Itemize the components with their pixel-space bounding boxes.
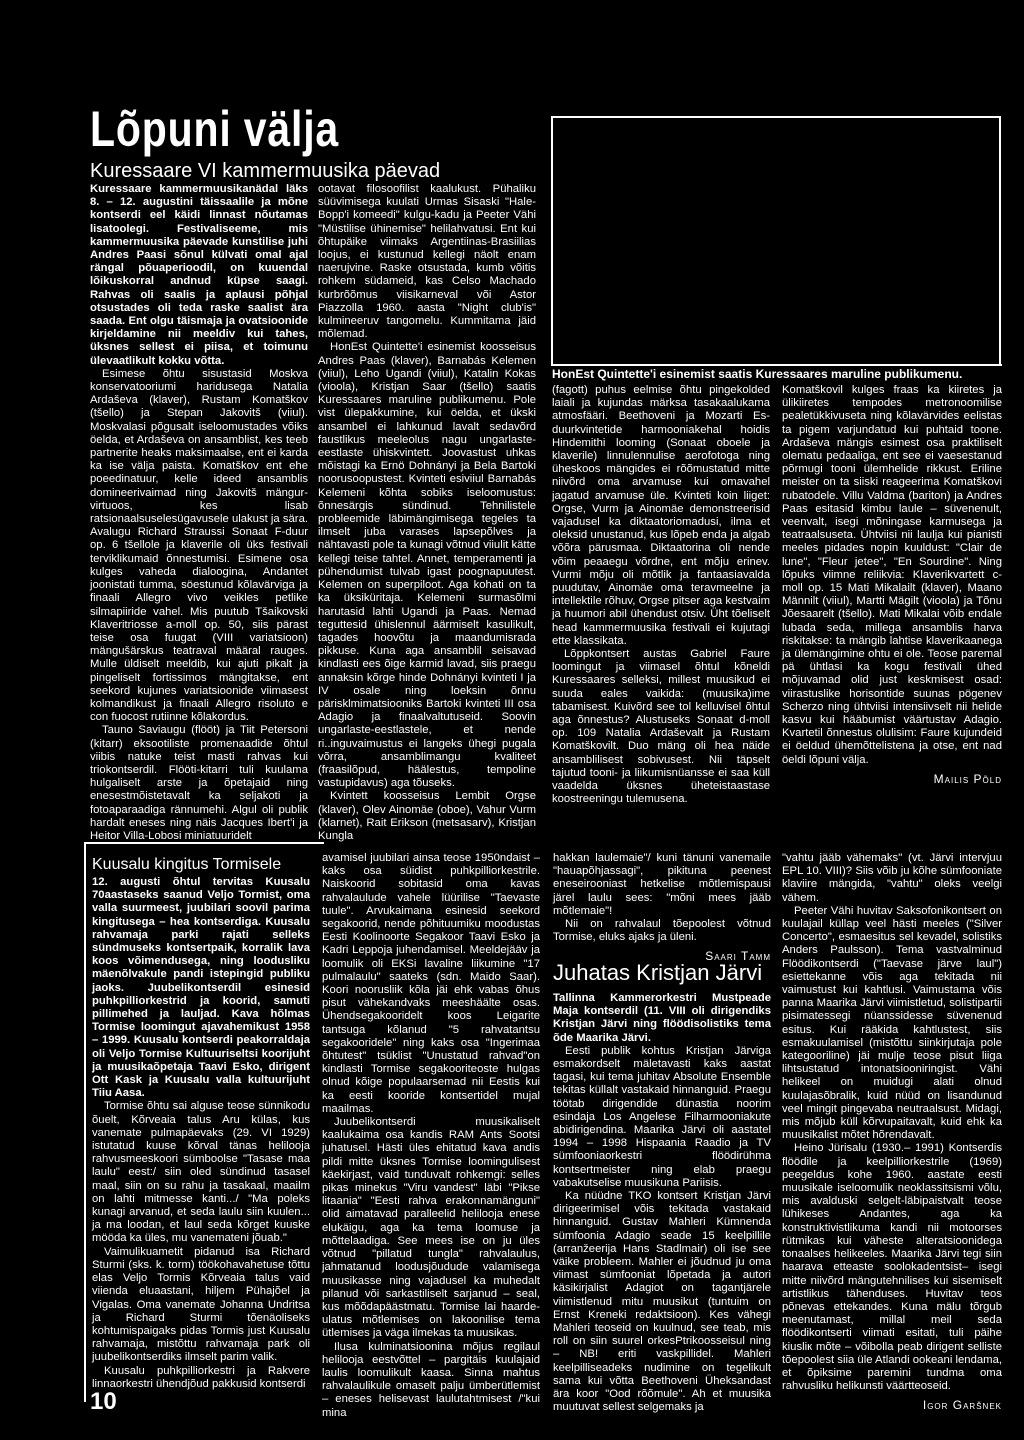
divider-vertical <box>84 842 86 1402</box>
paragraph: Juubelikontserdi muusikaliselt kaalukaima osa kandis RAM Ants Sootsi juhatusel. Hästi üles ehitatud kava andis pildi mitte üksnes Tormise loomingulisest käekirjast, vaid tunduvalt rohkemgi: selles pikas minekus "Viru vandest" läbi "Pikse litaania" "Eesti rahva erakonnamänguni" olid aimatavad paralleelid heliloojа enese elukäigu, aga ka tema loomuse ja mõttelaadiga. See mees ise on ju üles võtnud "pillatud tungla" rahvalaulus, jahmatanud loodusjõudude valamisega muusikasse ning vajadusel ka muhedalt pilanud või sarkastiliselt sarjanud – seal, kus mõõdapäästmatu. Tormise lai haardeulatus mõtlemises on lakoonilise tema ütlemises ja väga ilmekas ta muusikas. <box>322 1116 540 1340</box>
paragraph: "vahtu jääb vähemaks" (vt. Järvi intervjuu EPL 10. VIII)? Siis võib ju kõhe sümfooniate klaviire mängida, "vahtu" oleks veelgi vähem. <box>782 852 1002 904</box>
paragraph: 12. augusti õhtul tervitas Kuusalu 70aastaseks saanud Veljo Tormist, oma valla suurmeest, juubilari soovil parima kingitusega – hea kontserdiga. Kuusalu rahvamaja parki rajati selleks sündmuseks kontsertpaik, korralik lava koos võimendusega, ning loodusliku mäenõlvakule pandi istepingid publiku jaoks. Juubelikontserdil esinesid puhkpilliorkestrid ja koorid, samuti pillimehed ja lauljad. Kava hõlmas Tormise loomingut ajavahemikust 1958 – 1999. Kuusalu kontserdi peakorraldaja oli Veljo Tormise Kultuuriseltsi koorijuht ja muusikaõpetaja Taavi Esko, dirigent Ott Kask ja Kuusalu valla kultuurijuht Tiiu Aasa. <box>92 876 310 1100</box>
paragraph: Tauno Saviaugu (flööt) ja Tiit Petersoni (kitarr) eksootiliste promenaadide õhtul viibis natuke teist masti rahvas kui triokontserdil. Flööti-kitarri tuli kuulama hulgaliselt arste ja õpetajaid ning enesestmõistetavalt ka seljakoti ja fotoaparaadiga rännumehi. Algul oli publik hardalt eneses ning näis Jacques Ibert'i ja Heitor Villa-Lobosi miniatuuridelt <box>90 724 308 842</box>
paragraph: (fagott) puhus eelmise õhtu pingekolded laiali ja kujundas märksa tasakaalukama atmosfääri. Beethoveni ja Mozarti Es-duurkvintetide harmooniakehal hoidis Hindemithi looming (Sonaat oboele ja klaverile) linnulennulise aerofotoga ning üheskoos mängides ei rõõmustatud mitte niivõrd oma arvamuse kui omavahel jagatud arvamuse üle. Kvinteti koin liiget: Orgse, Vurm ja Ainomäe demonstreerisid vajadusel ka diktaatoriomadusi, ilma et oleksid unustanud, kus lõpeb enda ja algab võõra pärusmaa. Diktaatorina oli nende võim peaaegu võrdne, ent mõju erinev. Vurmi mõju oli mõtlik ja fantaasiavalda puudutav, Ainomäe oma teravmeelne ja intellektile rõhuv, Orgse pitser aga kestvaim ja huumori abil ühendust otsiv. Üht tõeliselt head kammermuusika festivali ei kujutagi ette klassikata. <box>552 384 770 647</box>
paragraph: Komatškovil kulges fraas ka kiiretes ja ülikiiretes tempodes metronoomilise pealetükkivuseta ning kõlavärvides eelistas ta pigem varjundatud kui puhtaid toone. Ardaševa mängis esimest osa praktiliselt olematu pedaaliga, ent see ei vaesestanud põrmugi tooni ülemhelide rikkust. Eriline meister on ta siiski reageerima Komatškovi rubatodele. Villu Valdma (bariton) ja Andres Paas esitasid kimbu laule – süvenenult, veenvalt, isegi mõningase karmusega ja teatraalsuseta. Ühtviisi nii laulja kui pianisti meeles pidades nopin kuuldust: "Clair de lune", "Fleur jetee", "En Sourdine". Ning lõpuks viimne reliikvia: Klaverikvartett c-moll op. 15 Mati Mikalailt (klaver), Maano Männilt (viiul), Martti Mägilt (vioola) ja Tõnu Jõesaarelt (tšello). Mati Mikalai võib endale lubada seda, millega ansamblis harva riskitakse: ta mängib lahtise klaverikaanega ja ülemängimine ohtu ei ole. Teose paremal pä ühtlasi ka kogu festivali ühed mõjuvamad olid just keskmisest osad: viirastuslike horisontide suunas pögenev Scherzo ning ühtviisi intensiivselt nii helide kasvu kui hääbumist väärtustav Adagio. Kvartetil õnnestus olulisim: Faure kujundeid ei öeldud ühemõttelistena ja otse, ent nad öeldi lõpuni välja. <box>782 384 1002 766</box>
article2-column-2 <box>322 852 540 1419</box>
article3-title: Juhatas Kristjan Järvi <box>553 960 763 985</box>
article2-title: Kuusalu kingitus Tormisele <box>92 856 282 873</box>
paragraph: Ilusa kulminatsioonina mõjus regilaul heliloojа eestvõttel – pargitäis kuulajaid laulis loomulikult kaasa. Sinna mahtus rahvalaulikule omaselt palju ümberütlemist – eneses helisevast laulutahtmisest /"kui mina <box>322 1340 540 1419</box>
article3-column-2 <box>782 852 1002 1413</box>
paragraph: hakkan laulemaie"/ kuni tänuni vanemaile "hauapõhjassagi", pikituna peenest eneseirooniast hetkelise mõtlemispausi järel laulu sees: "mõni mees jääb mõtlemaie"! <box>553 852 771 917</box>
article3-column-1 <box>553 992 771 1414</box>
paragraph: Lõppkontsert austas Gabriel Faure loomingut ja viimasel õhtul kõneldi Kuressaares selleksi, millest muusikud ei suuda eales vaikida: (muusika)ime tabamisest. Kuivõrd see tol kelluvisel õhtul aga õnnestus? Alustuseks Sonaat d-moll op. 109 Natalia Ardaševalt ja Rustam Komatškovilt. Duo mäng oli hea näide ansamblilisest sobivusest. Nii täpselt tajutud tooni- ja liikumisnüansse ei saa küll vaadelda üksnes üheteistaastase koostreeningu tulemusena. <box>552 648 770 806</box>
paragraph: Ka nüüdne TKO kontsert Kristjan Järvi dirigeerimisel võis tekitada vastakaid hinnanguid. Gustav Mahleri Kümnenda sümfoonia Adagio seade 15 keelpillile (arranžeerija Hans Stadlmair) oli ise see väike probleem. Mahler ei jõudnud ju oma viimast sümfooniat lõpetada ja autori käsikirjalist Adagiot on tagantjärele viimistlenud mitu muusikut (tuntuim on Ernst Krenekі redaktsioon). Kes vähegi Mahleri teoseid on kuulnud, see teab, mis roll on siin suurel orkesPtrikoosseisul ning – NB! eriti vaskpillidel. Mahleri keelpilliseadeks nudimine on tegelikult sama kui võtta Beethoveni Üheksandast ära koor "Ood rõõmule". Ah et muusika muutuvat sellest selgemaks ja <box>553 1190 771 1414</box>
author-signature: Mailis Põld <box>933 771 1002 786</box>
paragraph: ootavat filosoofilist kaalukust. Pühaliku süüvimisega kuulati Urmas Sisaski "Hale-Bopp'i komeedi" kulgu-kadu ja Peeter Vähi "Müstilise ühinemise" helilahvatusi. Ent kui õhtupäike viimaks Argentiinas-Brasiilias loojus, ei kustunud kellegi näolt enam naerujvine. Raske otsustada, kumb võitis rohkem südameid, kas Celso Machado kurbrõõmus viisikarneval või Astor Piazzolla 1960. aasta "Night club'is" kulmineeruv tangomelu. Kummitama jäid mõlemad. <box>318 183 536 341</box>
article3-lede: Tallinna Kammerorkestri Mustpeade Maja kontserdil (11. VIII oli dirigendiks Kristjan Järvi ning flöödisolistiks tema õde Maarika Järvi. <box>553 992 771 1044</box>
article1-column-2 <box>318 183 536 842</box>
author-signature: Saari Tamm <box>705 949 771 964</box>
paragraph: Esimese õhtu sisustasid Moskva konservatooriumi haridusega Natalia Ardaševa (klaver), Rustam Komatškov (tšello) ja Stepan Jakovitš (viiul). Moskvalasi põgusalt iseloomustades võiks öelda, et Ardaševa on ansamblist, kes teeb partnerite heaks maksimaalse, ent ei karda ka ise välja paista. Komatškov ent ehe poeedinatuur, kelle ideed ansamblis domineerivaimad ning Jakovitš mängur-virtuoos, kes lisab ratsionaalsuselesügavusele ulakust ja sära. Avalugu Richard Straussi Sonaat F-duur op. 6 tšellole ja klaverile oli üks festivali terviklikumaid õnnestumisi. Esimene osa kulges vaheda dialoogina, Andantet joonistati tumma, söestunud kõlavärviga ja finaali Allegro vivo veikles petlike silmapiiride vahel. Mis puutub Tšaikovski Klaveritriosse a-moll op. 50, siis pärast teise osa fuugat (VIII variatsioon) mängušärskus teatraval määral rauges. Mulle üldiselt meeldib, kui ajuti pikalt ja pingeliselt fortissimos mängitakse, ent seekord kujunes variatsioonide viimasest kolmandikust ja finaali Allegro risoluto e con fuocost rutiinne kõlakordus. <box>90 367 308 724</box>
paragraph: Tormise õhtu sai alguse teose sünnikodu õuelt, Kõrveaia talus Aru külas, kus vanemate pulmapäevaks (29. VI 1929) istutatud kuuse kõrval tänas heliloojа rahvusmeeskoori sümboolse "Tasase maa laulu" eest:/ siin oled sündinud tasasel maal, siin on su rahu ja tasakaal, maailm on lahti mitmesse kanti.../ "Ma poleks kunagi arvanud, et seda laulu siin kuulen... ja ma loodan, et laul seda kõrget kuuske mööda ka üles, mu vanemateni jõuab." <box>92 1100 310 1245</box>
photo-caption: HonEst Quintette'i esinemist saatis Kuressaares maruline publikumenu. <box>552 364 1002 381</box>
paragraph: Nii on rahvalaul tõepoolest võtnud Tormise, eluks ajaks ja üleni. <box>553 918 771 944</box>
article2-column-3 <box>553 852 771 964</box>
photo-frame <box>551 116 1001 366</box>
author-signature: Igor Garšnek <box>922 1398 1002 1413</box>
paragraph: HonEst Quintette'i esinemist koosseisus Andres Paas (klaver), Barnabás Kelemen (viiul), Leho Ugandi (viiul), Katalin Kokas (vioola), Kristjan Saar (tšello) saatis Kuressaares maruline publikumenu. Pole vist ülepakkumine, kui öelda, et ükski ansambel ei lahkunud lavalt sedavõrd faustlikus meeleolus nagu ungarlaste-eestlaste ühiskvintett. Joovastust uhkas mõistagi ka Ernö Dohnányi ja Bela Bartoki noorusoopustest. Kvinteti esiviiul Barnabás Kelemeni kõhta sobiks iseloomustus: õnnesärgis sündinud. Tehnilistele probleemide läbimängimisega tegeles ta ilmselt juba varases lapsepõlves ja nähtavasti pole ta kunagi võtnud viiulit kätte kellegi teise tahtel. Annet, temperamenti ja pühendumist tulvab igast poognapuutest. Kelemen on superpiloot. Aga kohati on ta ka üksiküritaja. Kelemeni surmasõlmi harutasid lahti Ugandi ja Paas. Nemad teguttesid ühislennul äärmiselt kasulikult, tagades hoovõtu ja maandumisrada pikkuse. Kuna aga ansamblil seisavad kindlasti ees õige karmid lavad, siis praegu annaksin kõrge hinde Dohnányi kvinteti I ja IV osale ning loeksin õnnu pärisklmimatsiooniks Bartoki kvinteti III osa Adagio ja finaalvaltutuseid. Soovin ungarlaste-eestlastele, et nende ri..inguvaimustus ei langeks ühegi pugala võrra, ansamblimangu kvaliteet (fraasilõpud, häälestus, tempoline vastupidavus) aga tõuseks. <box>318 341 536 790</box>
article2-column-1 <box>92 876 310 1390</box>
paragraph: avamisel juubilari ainsa teose 1950ndaist – kaks osa süidist puhkpilliorkestrile. Naiskoorid sobitasid oma kavas rahvalaulude vahele lüürilise "Taevaste tuule". Arvukaimana esinesid seekord segakoorid, nende põhituumiku moodustas Eesti Koolinoorte Segakoor Taavi Esko ja Kadri Leppoja juhendamisel. Meeldejääv ja loomulik oli EKSi lavaline liikumine "17 pulmalaulu" saateks (sdn. Maido Saar). Koori noorusliik kõla jäi ehk vabas õhus pisut vähekandvaks meeshäälte osas. Ühendsegakooridelt koos Leigarite tantsuga kõlanud "5 rahvatantsu segakooridele" ning kaks osa "Ingerimaa õhtutest" tsüklist "Unustatud rahvad"on kindlasti Tormise segakooriteoste hulgas olnud kõige populaarsemad nii Eestis kui ka eesti kooride kontsertidel mujal maailmas. <box>322 852 540 1115</box>
paragraph: Kuusalu puhkpilliorkestri ja Rakvere linnaorkestri ühendjõud pakkusid kontserdi <box>92 1364 310 1390</box>
paragraph: Kuressaare kammermuusikanädal läks 8. – 12. augustini täissaalile ja mõne kontserdi eel käidi linnast nõutamas lisatoolegi. Festivaliseeme, mis kammermuusika päevade kunstilise juhi Andres Paasi sõnul külvati omal ajal rängal põuaperioodil, on kuuendal lõikuskorral andnud küpse saagi. Rahvas oli saalis ja aplausi põhjal otsustades oli teda raske saalist ära saada. Ent olgu täismaja ja ovatsioonide kirjeldamine nii meeldiv kui tahes, üksnes sellest ei piisa, et toimunu ülevaatlikult kokku võtta. <box>90 183 308 367</box>
divider-horizontal <box>84 842 324 844</box>
article1-column-3 <box>552 384 770 806</box>
paragraph: Vaimulikuametit pidanud isa Richard Sturmi (sks. k. torm) töökohavahetuse tõttu elas Veljo Tormis Kõrveaia talus vaid viienda eluaastani, hiljem Pühajõel ja Vigalas. Oma vanemate Johanna Undritsa ja Richard Sturmi tõenäoliseks kohtumispaigaks pidas Tormis just Kuusalu rahvamaja, mistõttu rahvamaja park oli juubelikontserdiks ilmselt parim valik. <box>92 1245 310 1364</box>
page-number: 10 <box>90 1388 117 1415</box>
paragraph: Eesti publik kohtus Kristjan Järviga esmakordselt mäletavasti kaks aastat tagasi, kui tema juhitav Absolute Ensemble tekitas küllalt vastakaid hinnanguid. Praegu töötab dirigendide dünastia noorim esindaja Los Angelese Filharmooniakute abidirigendina. Maarika Järvi oli aastatel 1994 – 1998 Hispaania Raadio ja TV sümfooniaorkestri flöödirühma kontsertmeister ning elab praegu vabakutselise muusikuna Pariisis. <box>553 1044 771 1189</box>
paragraph: Heino Jürisalu (1930.– 1991) Kontserdis flöödile ja keelpilliorkestrile (1969) peegeldus kohe 1960. aastate eesti muusikale iseloomulik neoklassitsismi võlu, mis avalduski selgelt-läbipaistvalt teose lühikeses Andantes, aga ka konstruktivistlikuma kandi nii motoorses rütmikas kui väheste alteratsioonidega tonaalses helikeeles. Maarika Järvi tegi siin haarava etteaste soolokadentsist– isegi mitte niivõrd mängutehnilises kui sisemiselt artistlikus tähenduses. Huvitav teos põnevas ettekandes. Kuna mälu tõrgub meenutamast, millal meil seda flöödikontserti viimati esitati, tuli päihe kiusliк mõte – võibolla peab dirigent selliste tõepoolest siia üle Atlandi ookeani lendama, et õpiksime paremini tundma oma rahvusliku helikunsti väärtteoseid. <box>782 1142 1002 1393</box>
article-subtitle: Kuressaare VI kammermuusika päevad <box>90 160 441 182</box>
paragraph: Kvintett koosseisus Lembit Orgse (klaver), Olev Ainomäe (oboe), Vahur Vurm (klarnet), Rait Erikson (metsasarv), Kristjan Kungla <box>318 790 536 842</box>
article1-column-4 <box>782 384 1002 786</box>
paragraph: Peeter Vähi huvitav Saksofonikontsert on kuulajail küllap veel hästi meeles ("Silver Concerto", esmaesitus sel kevadel, solistiks Anders Paulsson). Tema vastvalminud Flöödikontserdi ("Taevase järve laul") esiettekanne võis aga tekitada nii vaimustust kui kahtlusi. Vaimustama võis panna Maarika Järvi viimistletud, solistipartii pisimatessegi nüanssidesse süvenenud esitus. Kui rääkida kahtlustest, siis esmakuulamisel (mistõttu siinkirjutaja pole kategooriline) jäi mulje teose pisut liiga lihtsustatud intonatsiooniringist. Vähi helikeel on muidugi alati olnud kuulajasõbralik, kuid nüüd on lisandunud veel mingit pingevaba neutraalsust. Midagi, mis mõjub küll kõrvupaitavalt, kuid ehk ka muusikalist mõtet hõrendavalt. <box>782 904 1002 1142</box>
article-title: Lõpuni välja <box>90 101 340 157</box>
article1-column-1 <box>90 183 308 842</box>
